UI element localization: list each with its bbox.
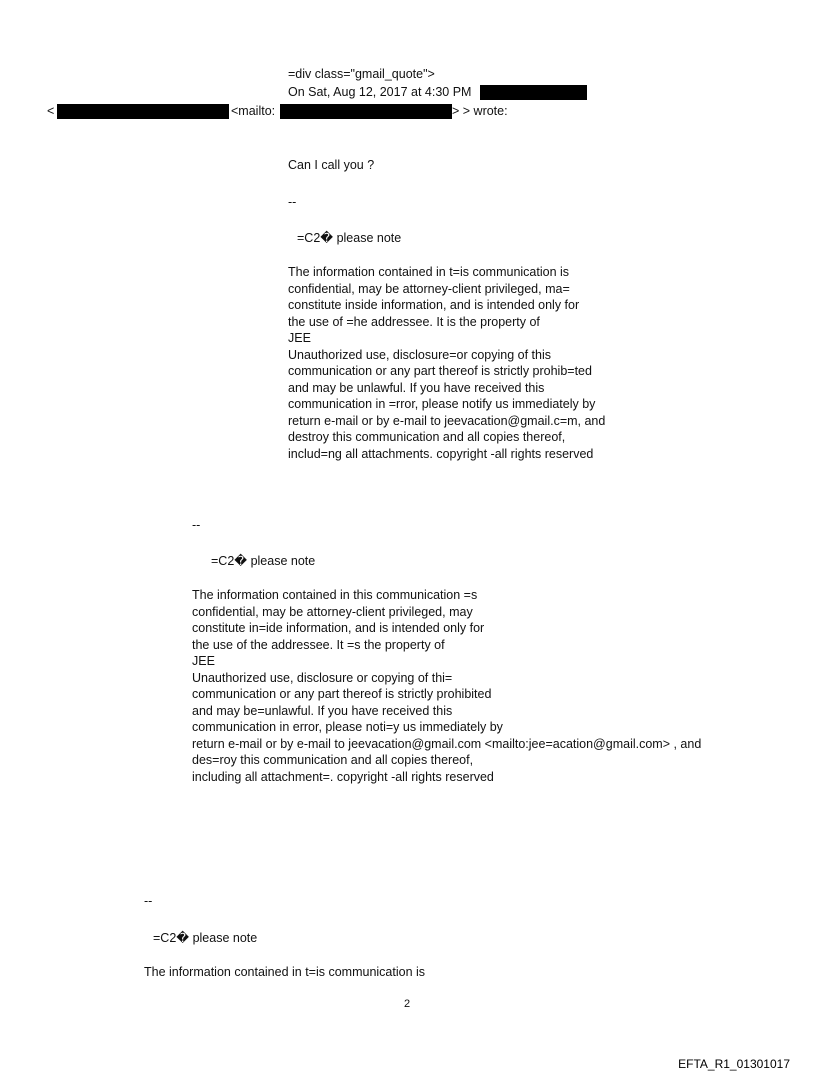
disclaimer-line: The information contained in this communication =s <box>192 588 478 602</box>
disclaimer-line: confidential, may be attorney-client privileged, may <box>192 604 473 619</box>
disclaimer-line: The information contained in t=is communication is <box>288 265 570 279</box>
disclaimer-paragraph <box>288 264 605 462</box>
redaction-bar <box>280 104 452 119</box>
disclaimer-line: the use of =he addressee. It is the property of <box>288 314 540 329</box>
disclaimer-line: communication in error, please noti=y us immediately by <box>192 720 503 734</box>
disclaimer-line: including all attachment=. copyright -all rights reserved <box>192 769 494 784</box>
separator: -- <box>192 518 201 532</box>
disclaimer-line: Unauthorized use, disclosure or copying of thi= <box>192 670 453 685</box>
disclaimer-line: JEE <box>192 654 215 668</box>
separator: -- <box>288 195 297 209</box>
note-heading: =C2� please note <box>153 931 258 945</box>
disclaimer-line: communication in =rror, please notify us immediately by <box>288 397 596 411</box>
disclaimer-line: and may be=unlawful. If you have received this <box>192 703 453 718</box>
disclaimer-line: constitute in=ide information, and is intended only for <box>192 621 485 635</box>
page-number: 2 <box>404 998 411 1010</box>
disclaimer-line: Unauthorized use, disclosure=or copying of this <box>288 347 551 362</box>
date-line: On Sat, Aug 12, 2017 at 4:30 PM <box>288 85 472 99</box>
disclaimer-line: des=roy this communication and all copies thereof, <box>192 753 474 767</box>
disclaimer-line: communication or any part thereof is strictly prohibited <box>192 687 492 701</box>
redaction-bar <box>57 104 229 119</box>
disclaimer-paragraph <box>192 587 701 785</box>
left-bracket: < <box>47 104 55 118</box>
message-text: Can I call you ? <box>288 158 375 172</box>
disclaimer-line: JEE <box>288 331 311 345</box>
disclaimer-line: the use of the addressee. It =s the property of <box>192 637 445 652</box>
disclaimer-line: return e-mail or by e-mail to jeevacation@gmail.com <mailto:jee=acation@gmail.com> , and <box>192 736 702 751</box>
redaction-bar <box>480 85 587 100</box>
disclaimer-line: return e-mail or by e-mail to jeevacation@gmail.c=m, and <box>288 413 606 428</box>
disclaimer-line: constitute inside information, and is intended only for <box>288 298 580 312</box>
note-heading: =C2� please note <box>211 554 316 568</box>
disclaimer-line: communication or any part thereof is strictly prohib=ted <box>288 364 592 378</box>
disclaimer-line: includ=ng all attachments. copyright -all rights reserved <box>288 446 594 461</box>
note-heading: =C2� please note <box>297 231 402 245</box>
wrote-text: > > wrote: <box>452 104 508 118</box>
separator: -- <box>144 894 153 908</box>
document-id: EFTA_R1_01301017 <box>678 1057 790 1071</box>
disclaimer-line: destroy this communication and all copies thereof, <box>288 430 566 444</box>
gmail-quote-line: =div class="gmail_quote"> <box>288 67 435 81</box>
mailto-prefix: <mailto: <box>231 104 276 118</box>
disclaimer-line: The information contained in t=is communication is <box>144 965 426 979</box>
disclaimer-line: and may be unlawful. If you have received this <box>288 380 545 395</box>
disclaimer-line: confidential, may be attorney-client privileged, ma= <box>288 281 570 296</box>
